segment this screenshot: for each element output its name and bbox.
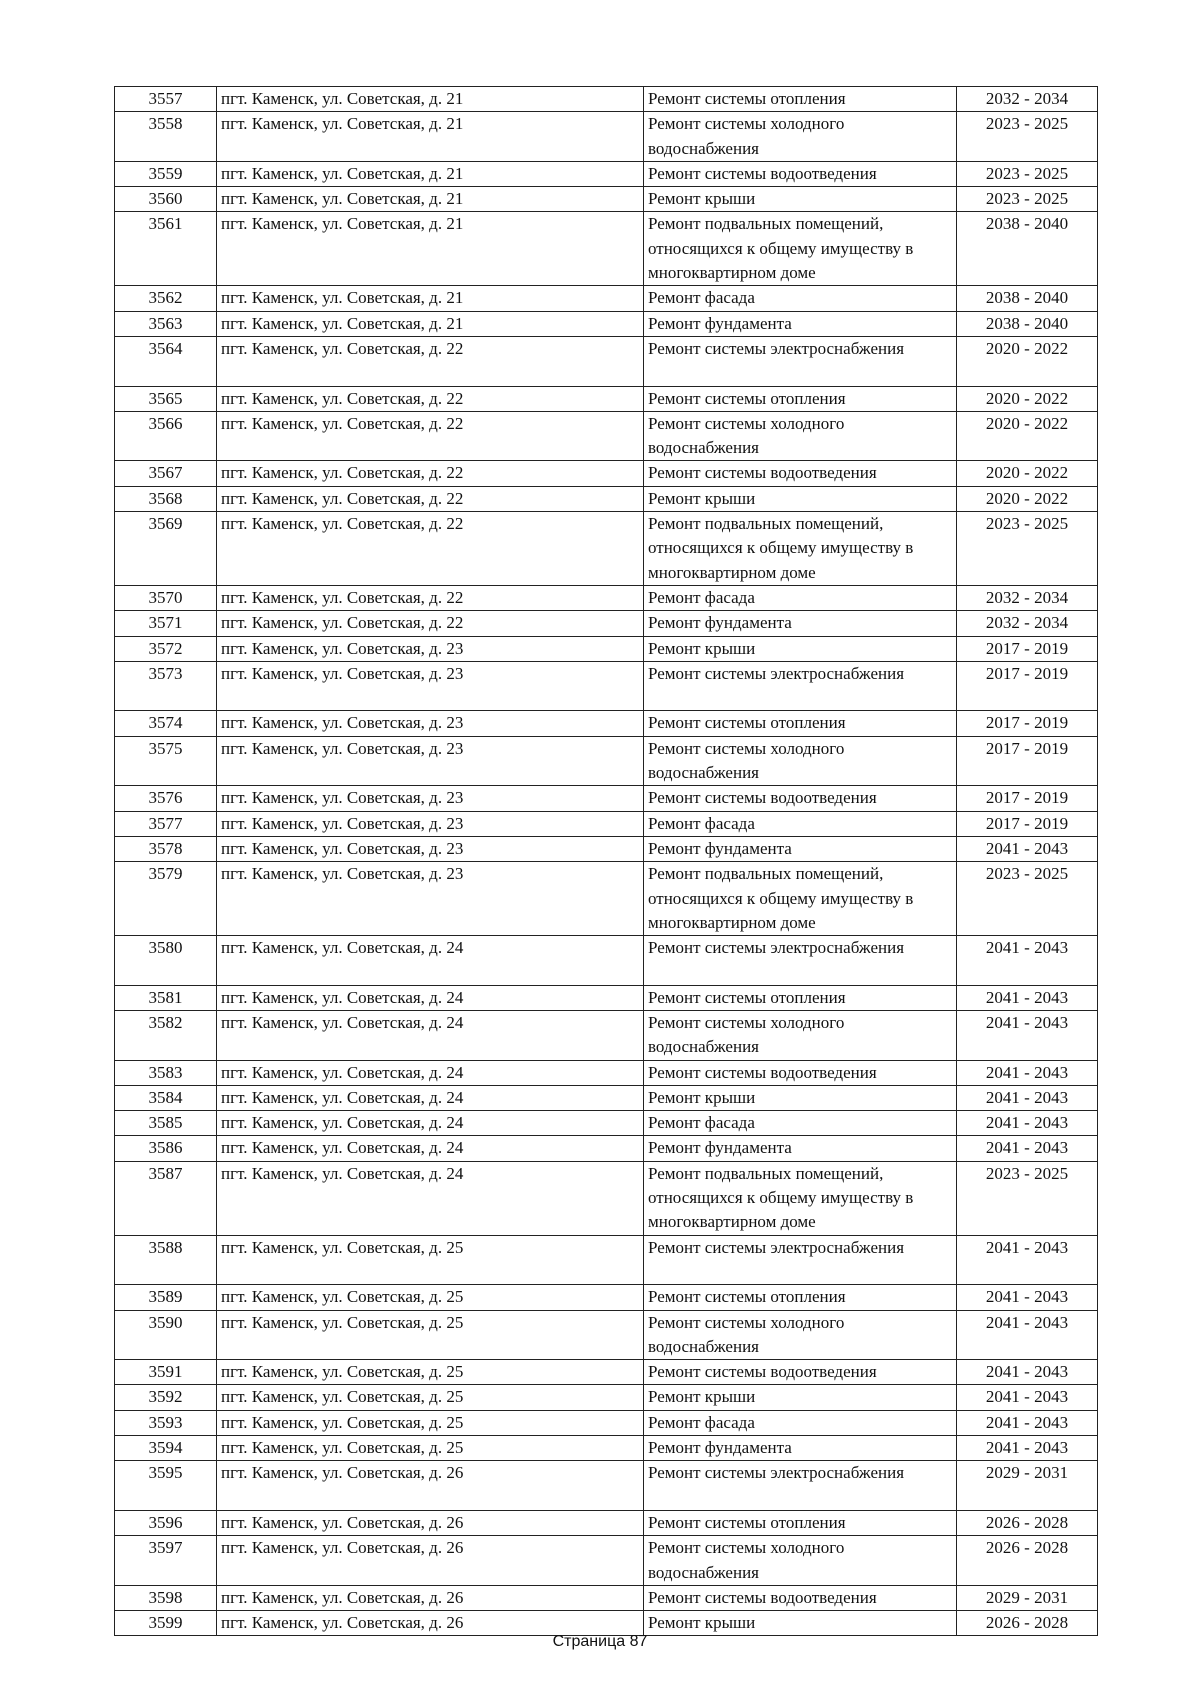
row-number: 3591 — [115, 1360, 217, 1385]
row-number: 3565 — [115, 386, 217, 411]
row-address: пгт. Каменск, ул. Советская, д. 26 — [217, 1461, 644, 1511]
row-work-type: Ремонт фасада — [644, 811, 957, 836]
row-period: 2029 - 2031 — [957, 1585, 1098, 1610]
table-row — [115, 1235, 1098, 1285]
table-row — [115, 512, 1098, 586]
row-period: 2020 - 2022 — [957, 411, 1098, 461]
row-period: 2023 - 2025 — [957, 161, 1098, 186]
row-period: 2023 - 2025 — [957, 112, 1098, 162]
row-number: 3583 — [115, 1060, 217, 1085]
row-period: 2026 - 2028 — [957, 1510, 1098, 1535]
row-number: 3580 — [115, 936, 217, 986]
row-period: 2041 - 2043 — [957, 1285, 1098, 1310]
row-work-type: Ремонт фасада — [644, 1410, 957, 1435]
table-row — [115, 1436, 1098, 1461]
row-address: пгт. Каменск, ул. Советская, д. 26 — [217, 1536, 644, 1586]
row-period: 2017 - 2019 — [957, 636, 1098, 661]
table-row — [115, 636, 1098, 661]
table-row — [115, 212, 1098, 286]
row-work-type: Ремонт системы водоотведения — [644, 161, 957, 186]
row-work-type: Ремонт системы электроснабжения — [644, 336, 957, 386]
row-address: пгт. Каменск, ул. Советская, д. 21 — [217, 187, 644, 212]
row-number: 3570 — [115, 585, 217, 610]
row-address: пгт. Каменск, ул. Советская, д. 21 — [217, 161, 644, 186]
table-row — [115, 786, 1098, 811]
row-work-type: Ремонт системы электроснабжения — [644, 661, 957, 711]
table-row — [115, 1461, 1098, 1511]
row-number: 3579 — [115, 862, 217, 936]
row-address: пгт. Каменск, ул. Советская, д. 25 — [217, 1385, 644, 1410]
row-period: 2041 - 2043 — [957, 1436, 1098, 1461]
row-address: пгт. Каменск, ул. Советская, д. 24 — [217, 1085, 644, 1110]
table-row — [115, 1585, 1098, 1610]
row-address: пгт. Каменск, ул. Советская, д. 23 — [217, 811, 644, 836]
row-work-type: Ремонт системы холодного водоснабжения — [644, 411, 957, 461]
row-period: 2029 - 2031 — [957, 1461, 1098, 1511]
row-number: 3597 — [115, 1536, 217, 1586]
table-row — [115, 1536, 1098, 1586]
row-number: 3576 — [115, 786, 217, 811]
row-number: 3577 — [115, 811, 217, 836]
row-address: пгт. Каменск, ул. Советская, д. 22 — [217, 611, 644, 636]
row-work-type: Ремонт крыши — [644, 1085, 957, 1110]
table-row — [115, 585, 1098, 610]
row-work-type: Ремонт системы электроснабжения — [644, 1235, 957, 1285]
table-row — [115, 1410, 1098, 1435]
row-address: пгт. Каменск, ул. Советская, д. 26 — [217, 1611, 644, 1636]
table-row — [115, 836, 1098, 861]
row-period: 2041 - 2043 — [957, 1060, 1098, 1085]
row-work-type: Ремонт подвальных помещений, относящихся к общему имуществу в многоквартирном доме — [644, 862, 957, 936]
row-number: 3564 — [115, 336, 217, 386]
row-number: 3569 — [115, 512, 217, 586]
row-work-type: Ремонт системы отопления — [644, 386, 957, 411]
row-work-type: Ремонт системы отопления — [644, 87, 957, 112]
table-row — [115, 1285, 1098, 1310]
row-work-type: Ремонт подвальных помещений, относящихся к общему имуществу в многоквартирном доме — [644, 1161, 957, 1235]
repair-schedule-body — [115, 87, 1098, 1636]
row-period: 2017 - 2019 — [957, 786, 1098, 811]
row-address: пгт. Каменск, ул. Советская, д. 26 — [217, 1585, 644, 1610]
table-row — [115, 611, 1098, 636]
row-number: 3588 — [115, 1235, 217, 1285]
row-address: пгт. Каменск, ул. Советская, д. 22 — [217, 585, 644, 610]
table-row — [115, 87, 1098, 112]
row-work-type: Ремонт системы отопления — [644, 985, 957, 1010]
row-work-type: Ремонт фасада — [644, 286, 957, 311]
row-work-type: Ремонт подвальных помещений, относящихся к общему имуществу в многоквартирном доме — [644, 212, 957, 286]
row-period: 2038 - 2040 — [957, 311, 1098, 336]
row-number: 3590 — [115, 1310, 217, 1360]
row-address: пгт. Каменск, ул. Советская, д. 21 — [217, 286, 644, 311]
row-number: 3561 — [115, 212, 217, 286]
row-number: 3598 — [115, 1585, 217, 1610]
row-address: пгт. Каменск, ул. Советская, д. 23 — [217, 836, 644, 861]
row-work-type: Ремонт крыши — [644, 486, 957, 511]
row-work-type: Ремонт фасада — [644, 1111, 957, 1136]
row-work-type: Ремонт системы электроснабжения — [644, 936, 957, 986]
row-work-type: Ремонт системы водоотведения — [644, 786, 957, 811]
row-address: пгт. Каменск, ул. Советская, д. 21 — [217, 87, 644, 112]
row-address: пгт. Каменск, ул. Советская, д. 25 — [217, 1310, 644, 1360]
row-period: 2038 - 2040 — [957, 286, 1098, 311]
row-address: пгт. Каменск, ул. Советская, д. 22 — [217, 461, 644, 486]
row-period: 2041 - 2043 — [957, 1010, 1098, 1060]
row-work-type: Ремонт системы водоотведения — [644, 1585, 957, 1610]
row-work-type: Ремонт крыши — [644, 636, 957, 661]
table-row — [115, 936, 1098, 986]
row-period: 2041 - 2043 — [957, 1235, 1098, 1285]
row-address: пгт. Каменск, ул. Советская, д. 25 — [217, 1235, 644, 1285]
row-period: 2041 - 2043 — [957, 985, 1098, 1010]
row-number: 3560 — [115, 187, 217, 212]
row-period: 2023 - 2025 — [957, 862, 1098, 936]
row-number: 3592 — [115, 1385, 217, 1410]
row-number: 3573 — [115, 661, 217, 711]
row-work-type: Ремонт системы водоотведения — [644, 1060, 957, 1085]
row-address: пгт. Каменск, ул. Советская, д. 22 — [217, 512, 644, 586]
row-number: 3559 — [115, 161, 217, 186]
row-address: пгт. Каменск, ул. Советская, д. 24 — [217, 1010, 644, 1060]
table-row — [115, 811, 1098, 836]
row-work-type: Ремонт системы отопления — [644, 1285, 957, 1310]
table-row — [115, 461, 1098, 486]
row-work-type: Ремонт системы холодного водоснабжения — [644, 736, 957, 786]
row-address: пгт. Каменск, ул. Советская, д. 22 — [217, 486, 644, 511]
row-work-type: Ремонт системы электроснабжения — [644, 1461, 957, 1511]
row-number: 3585 — [115, 1111, 217, 1136]
row-period: 2041 - 2043 — [957, 936, 1098, 986]
row-address: пгт. Каменск, ул. Советская, д. 23 — [217, 736, 644, 786]
row-number: 3584 — [115, 1085, 217, 1110]
row-address: пгт. Каменск, ул. Советская, д. 25 — [217, 1360, 644, 1385]
row-number: 3586 — [115, 1136, 217, 1161]
row-work-type: Ремонт подвальных помещений, относящихся к общему имуществу в многоквартирном доме — [644, 512, 957, 586]
table-row — [115, 736, 1098, 786]
row-work-type: Ремонт крыши — [644, 187, 957, 212]
row-number: 3566 — [115, 411, 217, 461]
row-period: 2020 - 2022 — [957, 336, 1098, 386]
row-address: пгт. Каменск, ул. Советская, д. 22 — [217, 336, 644, 386]
row-number: 3599 — [115, 1611, 217, 1636]
row-period: 2026 - 2028 — [957, 1611, 1098, 1636]
row-period: 2017 - 2019 — [957, 811, 1098, 836]
page-footer — [0, 1633, 1200, 1651]
row-period: 2041 - 2043 — [957, 836, 1098, 861]
row-address: пгт. Каменск, ул. Советская, д. 24 — [217, 1136, 644, 1161]
table-row — [115, 411, 1098, 461]
row-work-type: Ремонт системы холодного водоснабжения — [644, 1010, 957, 1060]
row-number: 3596 — [115, 1510, 217, 1535]
row-work-type: Ремонт системы отопления — [644, 711, 957, 736]
row-number: 3581 — [115, 985, 217, 1010]
row-number: 3557 — [115, 87, 217, 112]
row-period: 2023 - 2025 — [957, 187, 1098, 212]
table-row — [115, 311, 1098, 336]
row-address: пгт. Каменск, ул. Советская, д. 23 — [217, 711, 644, 736]
row-work-type: Ремонт фундамента — [644, 611, 957, 636]
row-address: пгт. Каменск, ул. Советская, д. 26 — [217, 1510, 644, 1535]
table-row — [115, 1136, 1098, 1161]
row-number: 3571 — [115, 611, 217, 636]
table-row — [115, 1010, 1098, 1060]
row-number: 3594 — [115, 1436, 217, 1461]
row-period: 2017 - 2019 — [957, 736, 1098, 786]
row-number: 3572 — [115, 636, 217, 661]
row-period: 2020 - 2022 — [957, 486, 1098, 511]
table-row — [115, 661, 1098, 711]
row-work-type: Ремонт фундамента — [644, 1436, 957, 1461]
row-number: 3558 — [115, 112, 217, 162]
row-number: 3562 — [115, 286, 217, 311]
row-work-type: Ремонт системы водоотведения — [644, 461, 957, 486]
row-period: 2041 - 2043 — [957, 1310, 1098, 1360]
row-number: 3578 — [115, 836, 217, 861]
row-number: 3595 — [115, 1461, 217, 1511]
table-row — [115, 187, 1098, 212]
row-number: 3575 — [115, 736, 217, 786]
table-row — [115, 486, 1098, 511]
row-work-type: Ремонт фундамента — [644, 836, 957, 861]
row-period: 2023 - 2025 — [957, 512, 1098, 586]
row-number: 3582 — [115, 1010, 217, 1060]
row-period: 2041 - 2043 — [957, 1136, 1098, 1161]
row-period: 2020 - 2022 — [957, 386, 1098, 411]
table-row — [115, 161, 1098, 186]
row-number: 3563 — [115, 311, 217, 336]
table-row — [115, 1161, 1098, 1235]
row-period: 2041 - 2043 — [957, 1085, 1098, 1110]
row-address: пгт. Каменск, ул. Советская, д. 23 — [217, 636, 644, 661]
row-period: 2041 - 2043 — [957, 1410, 1098, 1435]
row-work-type: Ремонт крыши — [644, 1385, 957, 1410]
table-row — [115, 1360, 1098, 1385]
table-row — [115, 286, 1098, 311]
table-row — [115, 1385, 1098, 1410]
table-row — [115, 711, 1098, 736]
row-work-type: Ремонт системы холодного водоснабжения — [644, 1536, 957, 1586]
row-address: пгт. Каменск, ул. Советская, д. 21 — [217, 311, 644, 336]
row-work-type: Ремонт системы водоотведения — [644, 1360, 957, 1385]
table-row — [115, 1510, 1098, 1535]
row-period: 2032 - 2034 — [957, 87, 1098, 112]
page-number: Страница 87 — [552, 1633, 648, 1650]
row-work-type: Ремонт крыши — [644, 1611, 957, 1636]
row-period: 2020 - 2022 — [957, 461, 1098, 486]
row-period: 2023 - 2025 — [957, 1161, 1098, 1235]
row-address: пгт. Каменск, ул. Советская, д. 22 — [217, 386, 644, 411]
row-work-type: Ремонт системы холодного водоснабжения — [644, 1310, 957, 1360]
row-work-type: Ремонт фундамента — [644, 1136, 957, 1161]
row-number: 3587 — [115, 1161, 217, 1235]
row-address: пгт. Каменск, ул. Советская, д. 25 — [217, 1285, 644, 1310]
row-address: пгт. Каменск, ул. Советская, д. 24 — [217, 1060, 644, 1085]
row-work-type: Ремонт системы отопления — [644, 1510, 957, 1535]
row-number: 3593 — [115, 1410, 217, 1435]
table-row — [115, 386, 1098, 411]
row-period: 2032 - 2034 — [957, 611, 1098, 636]
row-number: 3574 — [115, 711, 217, 736]
row-period: 2041 - 2043 — [957, 1111, 1098, 1136]
table-row — [115, 112, 1098, 162]
row-period: 2041 - 2043 — [957, 1385, 1098, 1410]
row-work-type: Ремонт системы холодного водоснабжения — [644, 112, 957, 162]
row-address: пгт. Каменск, ул. Советская, д. 23 — [217, 862, 644, 936]
row-address: пгт. Каменск, ул. Советская, д. 24 — [217, 985, 644, 1010]
row-period: 2026 - 2028 — [957, 1536, 1098, 1586]
row-number: 3567 — [115, 461, 217, 486]
row-work-type: Ремонт фасада — [644, 585, 957, 610]
row-work-type: Ремонт фундамента — [644, 311, 957, 336]
row-number: 3568 — [115, 486, 217, 511]
table-row — [115, 985, 1098, 1010]
row-period: 2017 - 2019 — [957, 711, 1098, 736]
row-address: пгт. Каменск, ул. Советская, д. 25 — [217, 1436, 644, 1461]
row-number: 3589 — [115, 1285, 217, 1310]
row-period: 2017 - 2019 — [957, 661, 1098, 711]
table-row — [115, 1111, 1098, 1136]
table-row — [115, 1310, 1098, 1360]
table-row — [115, 1085, 1098, 1110]
table-row — [115, 862, 1098, 936]
row-address: пгт. Каменск, ул. Советская, д. 23 — [217, 786, 644, 811]
table-row — [115, 1060, 1098, 1085]
row-period: 2041 - 2043 — [957, 1360, 1098, 1385]
row-address: пгт. Каменск, ул. Советская, д. 22 — [217, 411, 644, 461]
row-address: пгт. Каменск, ул. Советская, д. 24 — [217, 936, 644, 986]
row-address: пгт. Каменск, ул. Советская, д. 25 — [217, 1410, 644, 1435]
row-address: пгт. Каменск, ул. Советская, д. 23 — [217, 661, 644, 711]
row-period: 2038 - 2040 — [957, 212, 1098, 286]
row-address: пгт. Каменск, ул. Советская, д. 24 — [217, 1111, 644, 1136]
table-row — [115, 336, 1098, 386]
row-address: пгт. Каменск, ул. Советская, д. 21 — [217, 112, 644, 162]
row-address: пгт. Каменск, ул. Советская, д. 21 — [217, 212, 644, 286]
repair-schedule-table — [114, 86, 1098, 1636]
row-period: 2032 - 2034 — [957, 585, 1098, 610]
row-address: пгт. Каменск, ул. Советская, д. 24 — [217, 1161, 644, 1235]
